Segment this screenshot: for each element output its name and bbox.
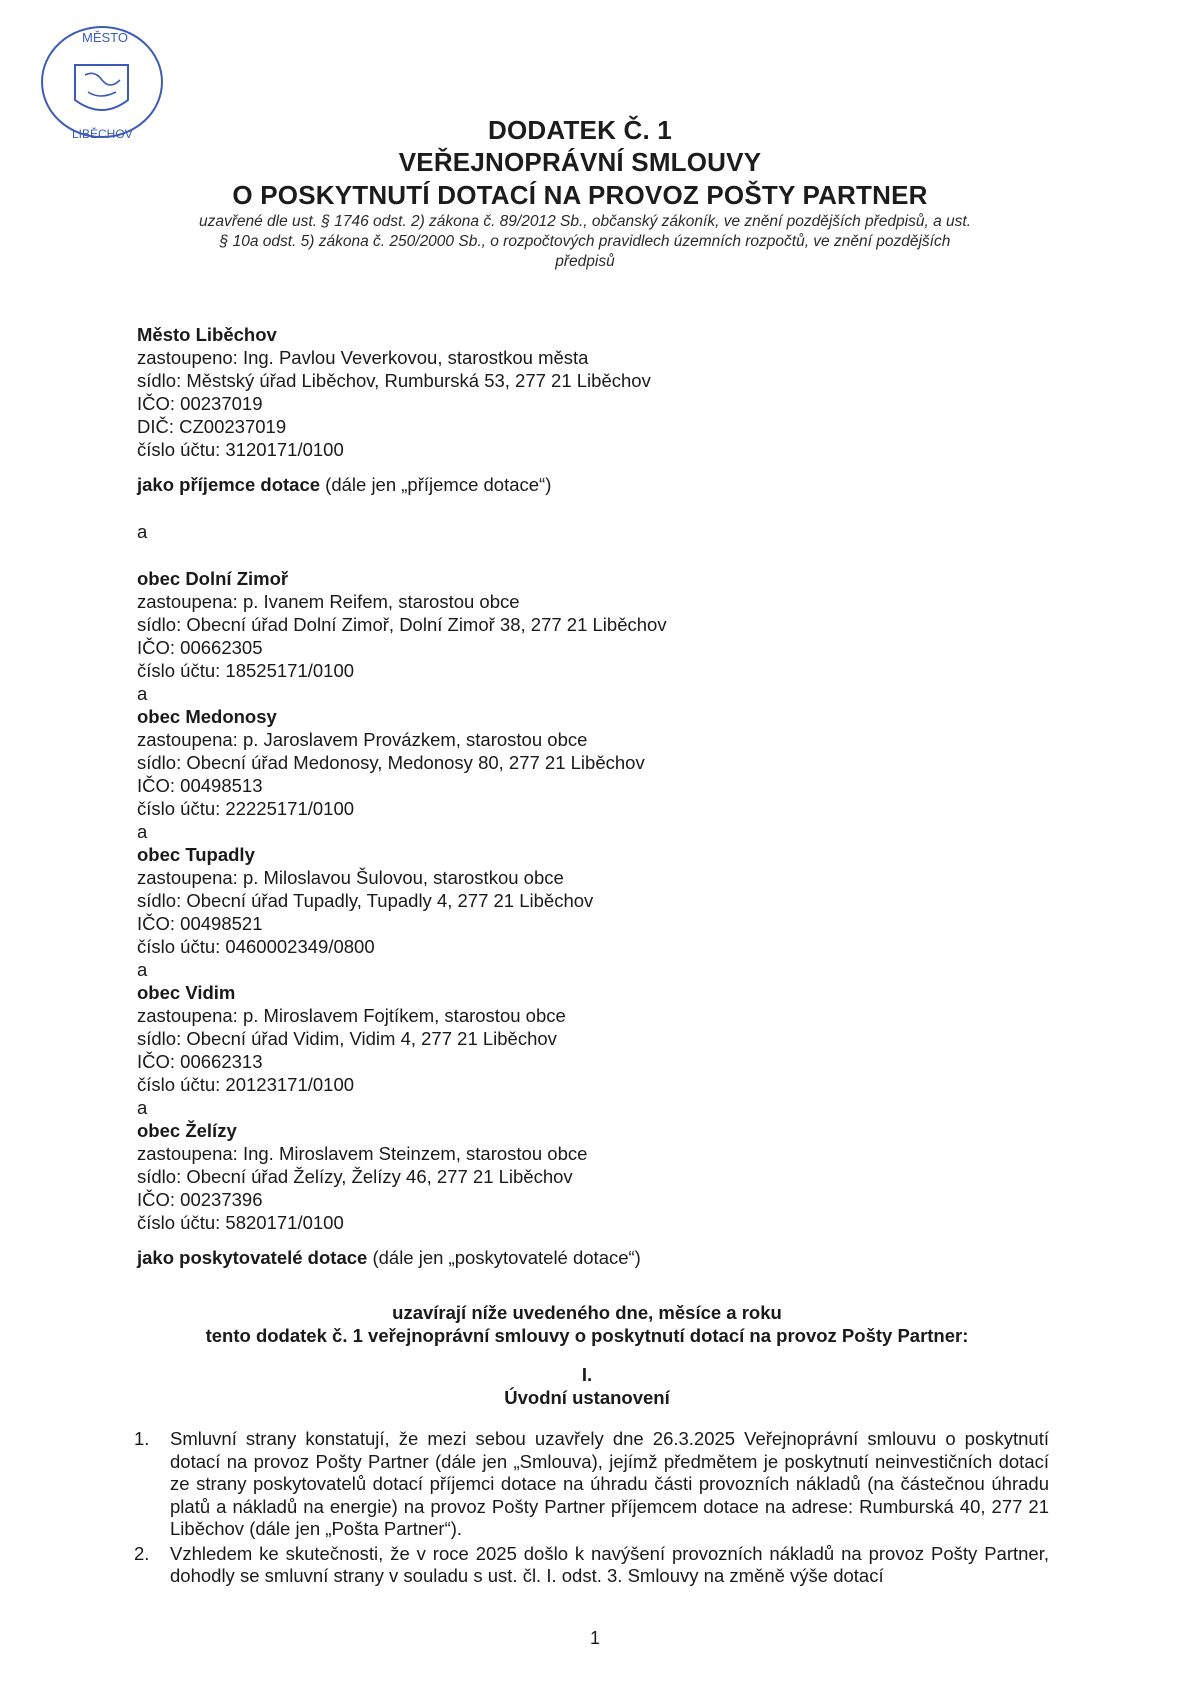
legal-basis-line: § 10a odst. 5) zákona č. 250/2000 Sb., o rozpočtových pravidlech územních rozpočtů, ve znění pozdějších: [219, 233, 951, 250]
page-number: 1: [589, 1628, 600, 1648]
provider-ico: IČO: 00498513: [137, 775, 263, 796]
section-number: I.: [581, 1364, 593, 1385]
providers-role: [137, 1246, 1037, 1269]
providers-role-bold: jako poskytovatelé dotace: [137, 1247, 368, 1268]
clause-item: [134, 1428, 1049, 1541]
provider-account: číslo účtu: 20123171/0100: [137, 1074, 355, 1095]
recipient-representative: zastoupeno: Ing. Pavlou Veverkovou, starostkou města: [137, 347, 589, 368]
providers-role-rest: (dále jen „poskytovatelé dotace“): [367, 1247, 641, 1268]
provider-name: obec Želízy: [137, 1120, 237, 1141]
recipient-address: sídlo: Městský úřad Liběchov, Rumburská 53, 277 21 Liběchov: [137, 370, 651, 391]
contract-parties: [137, 323, 1037, 1269]
connector: a: [137, 683, 148, 704]
agreement-statement: [137, 1301, 1037, 1347]
provider-representative: zastoupena: Ing. Miroslavem Steinzem, starostou obce: [137, 1143, 588, 1164]
legal-basis-line: předpisů: [555, 253, 615, 270]
recipient-role-rest: (dále jen „příjemce dotace“): [320, 474, 552, 495]
provider-representative: zastoupena: p. Miroslavem Fojtíkem, starostou obce: [137, 1005, 566, 1026]
section-heading: [137, 1363, 1037, 1409]
provider-name: obec Vidim: [137, 982, 236, 1003]
connector: a: [137, 821, 148, 842]
provider-address: sídlo: Obecní úřad Vidim, Vidim 4, 277 21 Liběchov: [137, 1028, 557, 1049]
agreement-line: tento dodatek č. 1 veřejnoprávní smlouvy o poskytnutí dotací na provoz Pošty Partner:: [205, 1325, 969, 1346]
provider-address: sídlo: Obecní úřad Dolní Zimoř, Dolní Zimoř 38, 277 21 Liběchov: [137, 614, 667, 635]
provider-account: číslo účtu: 22225171/0100: [137, 798, 355, 819]
clause-text: Smluvní strany konstatují, že mezi sebou uzavřely dne 26.3.2025 Veřejnoprávní smlouvu o poskytnutí dotací na provoz Pošty Partner (dále jen „Smlouva), jejímž předmětem je poskytnutí neinvestičních dotací ze strany poskytovatelů dotací příjemci dotace na úhradu části provozních nákladů (na částečnou úhradu platů a nákladů na energie) na provoz Pošty Partner příjemcem dotace na adrese: Rumburská 40, 277 21 Liběchov (dále jen „Pošta Partner“).: [170, 1428, 1049, 1539]
provider-ico: IČO: 00662313: [137, 1051, 263, 1072]
connector: a: [137, 959, 148, 980]
agreement-line: uzavírají níže uvedeného dne, měsíce a roku: [392, 1302, 782, 1323]
document-title-line-3: O POSKYTNUTÍ DOTACÍ NA PROVOZ POŠTY PARTNER: [232, 180, 928, 210]
provider-name: obec Medonosy: [137, 706, 277, 727]
clause-text: Vzhledem ke skutečnosti, že v roce 2025 došlo k navýšení provozních nákladů na provoz Pošty Partner, dohodly se smluvní strany v souladu s ust. čl. I. odst. 3. Smlouvy na změně výše dotací: [170, 1542, 1049, 1586]
provider-ico: IČO: 00237396: [137, 1189, 263, 1210]
recipient-ico: IČO: 00237019: [137, 393, 263, 414]
provider-address: sídlo: Obecní úřad Tupadly, Tupadly 4, 277 21 Liběchov: [137, 890, 594, 911]
provider-name: obec Dolní Zimoř: [137, 568, 289, 589]
stamp-bottom-text: LIBĚCHOV: [72, 127, 133, 141]
document-title-line-1: DODATEK Č. 1: [488, 115, 672, 145]
clause-list: [134, 1428, 1049, 1590]
provider-account: číslo účtu: 5820171/0100: [137, 1212, 344, 1233]
provider-ico: IČO: 00498521: [137, 913, 263, 934]
provider-representative: zastoupena: p. Jaroslavem Provázkem, starostou obce: [137, 729, 588, 750]
legal-basis: [145, 212, 1025, 272]
document-title-line-2: VEŘEJNOPRÁVNÍ SMLOUVY: [398, 147, 762, 177]
recipient-name: Město Liběchov: [137, 324, 277, 345]
provider-representative: zastoupena: p. Ivanem Reifem, starostou obce: [137, 591, 520, 612]
legal-basis-line: uzavřené dle ust. § 1746 odst. 2) zákona č. 89/2012 Sb., občanský zákoník, ve znění pozdějších předpisů, a ust.: [198, 213, 972, 230]
section-title: Úvodní ustanovení: [504, 1387, 670, 1408]
clause-item: [134, 1543, 1049, 1588]
clause-number: 1.: [134, 1428, 150, 1449]
connector: a: [137, 521, 148, 542]
recipient-role: [137, 473, 1037, 496]
provider-account: číslo účtu: 0460002349/0800: [137, 936, 375, 957]
clause-number: 2.: [134, 1542, 150, 1564]
provider-address: sídlo: Obecní úřad Želízy, Želízy 46, 277 21 Liběchov: [137, 1166, 573, 1187]
provider-name: obec Tupadly: [137, 844, 255, 865]
recipient-role-bold: jako příjemce dotace: [137, 474, 321, 495]
stamp-top-text: MĚSTO: [82, 30, 128, 45]
provider-account: číslo účtu: 18525171/0100: [137, 660, 355, 681]
connector: a: [137, 1097, 148, 1118]
provider-representative: zastoupena: p. Miloslavou Šulovou, starostkou obce: [137, 867, 564, 888]
recipient-dic: DIČ: CZ00237019: [137, 416, 287, 437]
provider-ico: IČO: 00662305: [137, 637, 263, 658]
provider-address: sídlo: Obecní úřad Medonosy, Medonosy 80, 277 21 Liběchov: [137, 752, 645, 773]
recipient-account: číslo účtu: 3120171/0100: [137, 439, 344, 460]
